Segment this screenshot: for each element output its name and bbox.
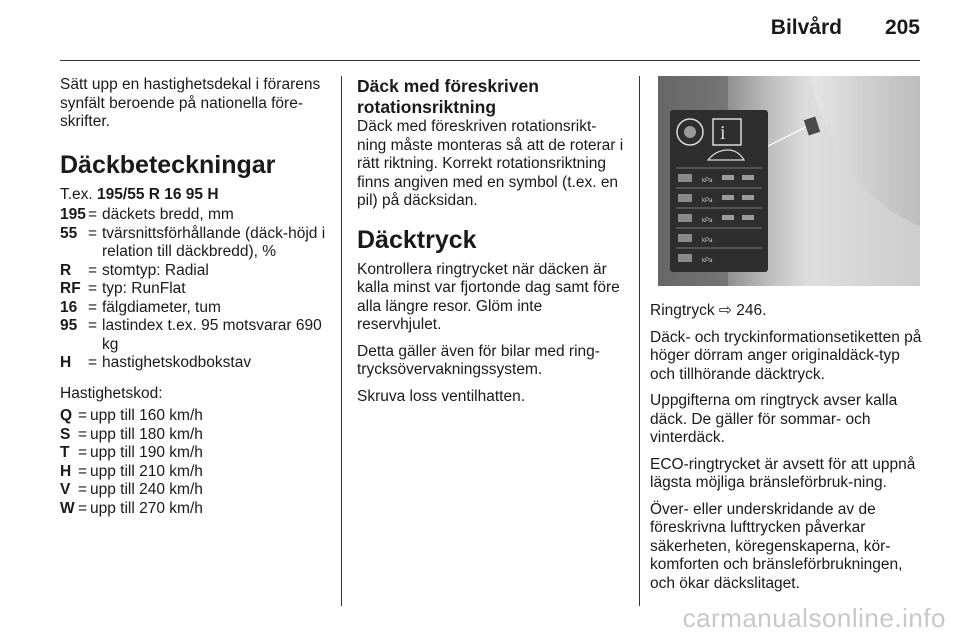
tire-pressure-heading: Däcktryck [357, 225, 477, 254]
header-rule [60, 60, 920, 61]
right-paragraph-2: Uppgifterna om ringtryck avser kalla däck. De gäller för sommar- och vinterdäck. [650, 392, 898, 446]
list-item: 16 = fälgdiameter, tum [60, 298, 221, 316]
speed-code-heading: Hastighetskod: [60, 384, 163, 402]
designation-list [60, 206, 328, 373]
door-label-photo [658, 76, 920, 286]
column-divider-1 [341, 76, 342, 606]
label-tag: kPa [702, 218, 713, 224]
column-divider-2 [639, 76, 640, 606]
list-item: 195 = däckets bredd, mm [60, 206, 234, 223]
rotation-direction-heading: Däck med föreskriven rotationsriktning [357, 76, 539, 117]
right-paragraph-3: ECO-ringtrycket är avsett för att uppnå lägsta möjliga bränsleförbruk-ning. [650, 455, 916, 491]
door-label-illustration [658, 76, 920, 286]
right-paragraph-4: Över- eller underskridande av de föreskrivna lufttrycken påverkar säkerheten, köregenskaperna, kör-komforten och bränsleförbrukningen, och ökar däckslitaget. [650, 500, 903, 592]
page-ref-arrow-icon: ⇨ [718, 302, 732, 319]
rotation-paragraph: Däck med föreskriven rotationsrikt-ning måste monteras så att de roterar i rätt riktning. Korrekt rotationsriktning finns angiven med en symbol (t.ex. en pil) på däcksidan. [357, 118, 624, 209]
label-tag: kPa [702, 198, 713, 204]
speed-code-list [60, 407, 328, 518]
label-tag: kPa [702, 238, 713, 244]
example-line [60, 186, 328, 205]
page-number: 205 [884, 16, 920, 39]
list-item: 55 = tvärsnittsförhållande (däck-höjd i relation till däckbredd), % [60, 224, 326, 260]
list-item: S = upp till 180 km/h [60, 425, 203, 443]
page-header [0, 0, 960, 62]
section-title: Bilvård [770, 16, 842, 39]
list-item: H = hastighetskodbokstav [60, 354, 252, 371]
watermark: carmanualsonline.info [682, 603, 946, 633]
example-prefix: T.ex. [60, 185, 98, 203]
list-item: W = upp till 270 km/h [60, 499, 203, 517]
label-tag: kPa [702, 258, 713, 264]
list-item: R = stomtyp: Radial [60, 261, 209, 279]
left-column [60, 76, 328, 530]
pressure-paragraph-3: Skruva loss ventilhatten. [357, 387, 526, 405]
intro-paragraph: Sätt upp en hastighetsdekal i förarens synfält beroende på nationella före-skrifter. [60, 76, 321, 130]
list-item: T = upp till 190 km/h [60, 444, 203, 461]
page-reference-link[interactable]: 246. [731, 302, 767, 319]
label-tag: kPa [702, 178, 713, 184]
list-item: Q = upp till 160 km/h [60, 407, 203, 424]
pressure-paragraph-2: Detta gäller även för bilar med ring-trycksövervakningssystem. [357, 342, 600, 378]
pressure-reference: Ringtryck ⇨ 246. [650, 302, 767, 319]
right-column [650, 302, 922, 601]
list-item: H = upp till 210 km/h [60, 462, 203, 480]
example-code: 195/55 R 16 95 H [97, 185, 219, 203]
right-paragraph-1: Däck- och tryckinformationsetiketten på höger dörram anger originaldäck-typ och tillhörande däcktryck. [650, 328, 922, 383]
list-item: RF = typ: RunFlat [60, 280, 186, 297]
pressure-paragraph-1: Kontrollera ringtrycket när däcken är kalla minst var fjortonde dag samt före alla längre resor. Glöm inte reservhjulet. [357, 260, 620, 333]
tire-designation-heading: Däckbeteckningar [60, 150, 276, 179]
middle-column [357, 76, 625, 414]
list-item: V = upp till 240 km/h [60, 481, 203, 498]
svg-text:i: i [720, 122, 726, 144]
list-item: 95 = lastindex t.ex. 95 motsvarar 690 kg [60, 317, 322, 353]
